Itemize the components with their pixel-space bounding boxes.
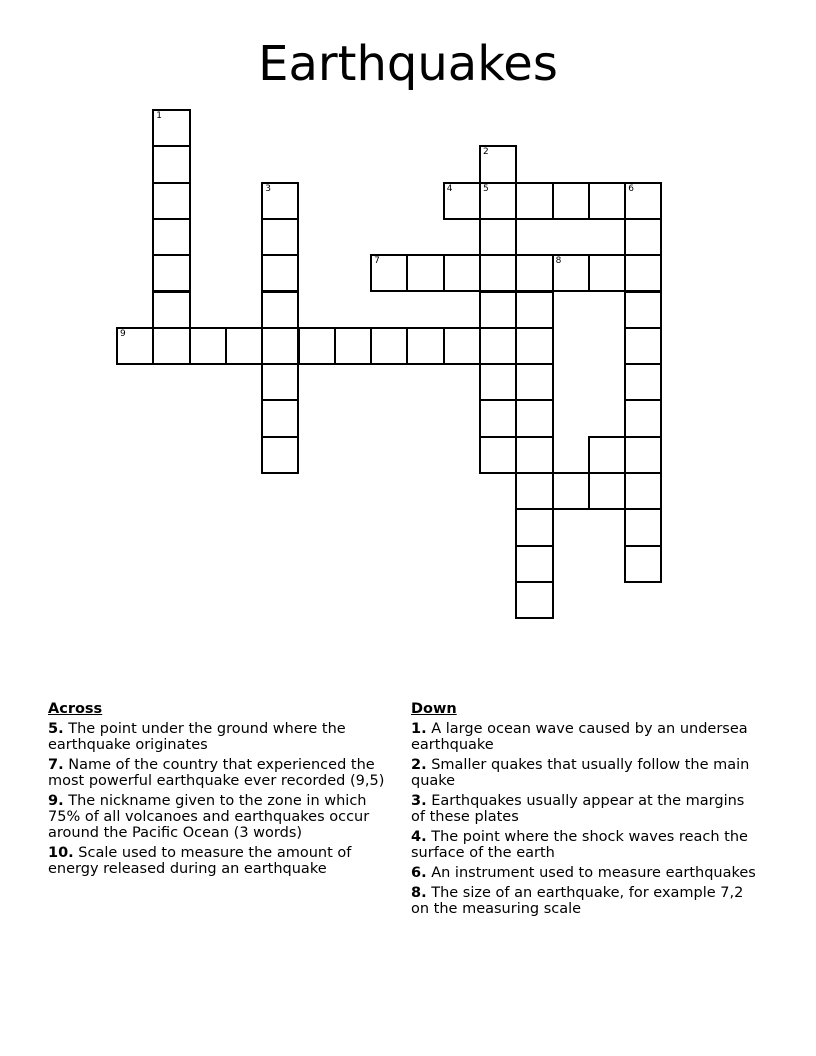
grid-cell[interactable]	[261, 363, 299, 401]
clue-number: 1.	[411, 721, 427, 737]
grid-cell[interactable]	[624, 327, 662, 365]
clue-number: 2.	[411, 757, 427, 773]
clue-text: The nickname given to the zone in which 75% of all volcanoes and earthquakes occur around the Pacific Ocean (3 words)	[48, 793, 370, 841]
grid-cell[interactable]	[588, 254, 626, 292]
grid-cell[interactable]	[515, 254, 553, 292]
grid-cell[interactable]	[515, 291, 553, 329]
grid-cell[interactable]	[479, 436, 517, 474]
grid-cell[interactable]	[406, 327, 444, 365]
grid-cell[interactable]	[515, 545, 553, 583]
grid-cell[interactable]	[624, 254, 662, 292]
grid-cell[interactable]	[261, 254, 299, 292]
grid-cell[interactable]	[515, 399, 553, 437]
grid-cell[interactable]	[515, 436, 553, 474]
grid-cell[interactable]	[116, 327, 154, 365]
grid-cell[interactable]	[189, 327, 227, 365]
across-heading: Across	[48, 701, 103, 717]
grid-cell[interactable]	[515, 182, 553, 220]
clue-number-label: 2	[483, 147, 489, 158]
clue-number-label: 5	[483, 183, 489, 194]
clue-text: The point under the ground where the earthquake originates	[48, 721, 346, 753]
grid-cell[interactable]	[443, 254, 481, 292]
across-clue-7	[48, 757, 388, 789]
clue-number: 3.	[411, 793, 427, 809]
clue-number: 7.	[48, 757, 64, 773]
grid-cell[interactable]	[624, 363, 662, 401]
grid-cell[interactable]	[334, 327, 372, 365]
clue-number-label: 1	[156, 111, 163, 121]
down-clue-6	[411, 865, 761, 881]
grid-cell[interactable]	[624, 436, 662, 474]
down-clues	[411, 701, 761, 921]
grid-cell[interactable]	[624, 399, 662, 437]
grid-cell[interactable]	[152, 327, 190, 365]
clue-number-label: 6	[628, 183, 634, 194]
grid-cell[interactable]	[479, 363, 517, 401]
clue-text: An instrument used to measure earthquakes	[431, 865, 756, 881]
clue-text: The size of an earthquake, for example 7,2 on the measuring scale	[411, 885, 744, 917]
grid-cell[interactable]	[443, 327, 481, 365]
page-title: Earthquakes	[258, 36, 558, 92]
grid-cell[interactable]	[588, 182, 626, 220]
grid-cell[interactable]	[624, 472, 662, 510]
grid-cell[interactable]	[261, 291, 299, 329]
grid-cell[interactable]	[552, 254, 590, 292]
grid-cell[interactable]	[406, 254, 444, 292]
grid-cell[interactable]	[479, 145, 517, 183]
grid-cell[interactable]	[261, 399, 299, 437]
grid-cell[interactable]	[624, 182, 662, 220]
grid-cell[interactable]	[152, 254, 190, 292]
grid-cell[interactable]	[515, 327, 553, 365]
grid-cell[interactable]	[624, 545, 662, 583]
grid-cell[interactable]	[479, 254, 517, 292]
grid-cell[interactable]	[261, 327, 299, 365]
grid-cell[interactable]	[261, 218, 299, 256]
grid-cell[interactable]	[515, 581, 553, 619]
across-clues	[48, 701, 388, 881]
clue-number: 6.	[411, 865, 427, 881]
grid-cell[interactable]	[479, 327, 517, 365]
clue-number-label: 8	[555, 256, 562, 267]
grid-cell[interactable]	[225, 327, 263, 365]
down-clue-4	[411, 829, 761, 861]
grid-cell[interactable]	[479, 218, 517, 256]
clue-number-label: 4	[446, 183, 453, 194]
clue-number-label: 3	[265, 183, 271, 194]
grid-cell[interactable]	[588, 472, 626, 510]
clue-number-label: 7	[374, 256, 380, 267]
down-clue-1	[411, 721, 761, 753]
down-clue-2	[411, 757, 761, 789]
across-clue-9	[48, 793, 388, 841]
clue-text: Earthquakes usually appear at the margins of these plates	[411, 793, 745, 825]
clue-text: The point where the shock waves reach the surface of the earth	[411, 829, 748, 861]
grid-cell[interactable]	[624, 218, 662, 256]
clue-number: 9.	[48, 793, 64, 809]
clue-text: Name of the country that experienced the most powerful earthquake ever recorded (9,5)	[48, 757, 385, 789]
grid-cell[interactable]	[261, 436, 299, 474]
grid-cell[interactable]	[261, 182, 299, 220]
clue-number: 4.	[411, 829, 427, 845]
clue-number: 8.	[411, 885, 427, 901]
grid-cell[interactable]	[515, 363, 553, 401]
grid-cell[interactable]	[443, 182, 481, 220]
grid-cell[interactable]	[370, 327, 408, 365]
clue-text: A large ocean wave caused by an undersea earthquake	[411, 721, 748, 753]
across-clue-10	[48, 845, 388, 877]
grid-cell[interactable]	[152, 291, 190, 329]
grid-cell[interactable]	[552, 472, 590, 510]
grid-cell[interactable]	[624, 508, 662, 546]
down-heading: Down	[411, 701, 457, 717]
down-clue-3	[411, 793, 761, 825]
clue-number: 10.	[48, 845, 74, 861]
grid-cell[interactable]	[152, 218, 190, 256]
clue-number: 5.	[48, 721, 64, 737]
clue-text: Scale used to measure the amount of energy released during an earthquake	[48, 845, 352, 877]
clue-number-label: 9	[120, 328, 126, 339]
grid-cell[interactable]	[552, 182, 590, 220]
down-clue-8	[411, 885, 761, 917]
grid-cell[interactable]	[479, 399, 517, 437]
across-clue-5	[48, 721, 388, 753]
grid-cell[interactable]	[152, 109, 190, 147]
grid-cell[interactable]	[479, 291, 517, 329]
grid-cell[interactable]	[624, 291, 662, 329]
grid-cell[interactable]	[479, 182, 517, 220]
grid-cell[interactable]	[588, 436, 626, 474]
clue-text: Smaller quakes that usually follow the main quake	[411, 757, 750, 789]
grid-cell[interactable]	[152, 145, 190, 183]
grid-cell[interactable]	[370, 254, 408, 292]
grid-cell[interactable]	[515, 472, 553, 510]
grid-cell[interactable]	[298, 327, 336, 365]
grid-cell[interactable]	[515, 508, 553, 546]
grid-cell[interactable]	[152, 182, 190, 220]
